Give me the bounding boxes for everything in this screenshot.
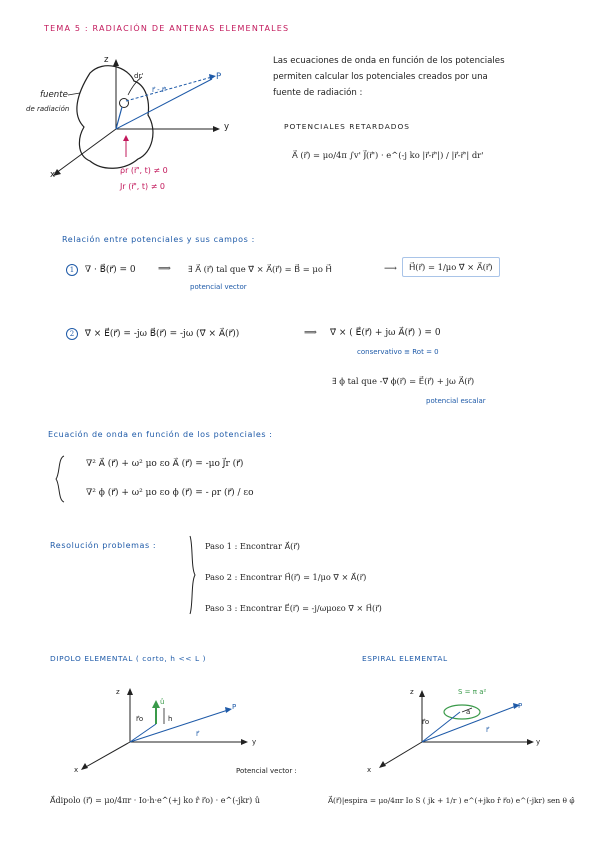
scalar-potential-eq: ∃ ϕ tal que -∇⃗ ϕ(r⃗) = E⃗(r⃗) + jω A⃗(r⃗) bbox=[332, 376, 475, 386]
intro-line-2: permiten calcular los potenciales creados por una bbox=[273, 72, 488, 82]
curl-e-eq: ∇⃗ × E⃗(r⃗) = -jω B⃗(r⃗) = -jω (∇⃗ × A⃗(r⃗)) bbox=[84, 329, 240, 339]
intro-line-1: Las ecuaciones de onda en función de los potenciales bbox=[273, 56, 505, 66]
step-2: Paso 2 : Encontrar H⃗(r⃗) = 1/μo ∇⃗ × A⃗(r⃗) bbox=[205, 572, 367, 582]
dr-label: dr' bbox=[134, 72, 144, 80]
step-3: Paso 3 : Encontrar E⃗(r⃗) = -j/ωμoεo ∇⃗ × H⃗(r⃗) bbox=[205, 603, 382, 613]
dipole-axis-x: x bbox=[74, 766, 79, 774]
retarded-heading: POTENCIALES RETARDADOS bbox=[284, 122, 410, 131]
charge-density-label: ρr (r⃗', t) ≠ 0 bbox=[120, 166, 168, 175]
point-p-label: P bbox=[216, 72, 222, 82]
h-field-boxed-eq: H⃗(r⃗) = 1/μo ∇⃗ × A⃗(r⃗) bbox=[402, 257, 500, 277]
note-vector-potential: potencial vector bbox=[190, 283, 247, 291]
spiral-axis-z: z bbox=[410, 688, 414, 696]
relation-row-1 bbox=[66, 264, 136, 276]
current-density-label: Jr (r⃗', t) ≠ 0 bbox=[120, 182, 166, 191]
relation-row-2 bbox=[66, 328, 239, 340]
relation-heading: Relación entre potenciales y sus campos : bbox=[62, 235, 255, 244]
spiral-heading: ESPIRAL ELEMENTAL bbox=[362, 654, 448, 663]
problems-brace bbox=[187, 534, 197, 616]
spiral-a-label: a bbox=[466, 708, 471, 716]
dipole-diagram bbox=[60, 680, 280, 780]
problems-heading: Resolución problemas : bbox=[50, 541, 157, 550]
dipole-equation: A⃗dipolo (r⃗) = μo/4πr · Io·h·e^(+j ko r̂ r⃗o) · e^(-jkr) û bbox=[50, 796, 260, 805]
spiral-axis-x: x bbox=[367, 766, 372, 774]
dipole-potential-label: Potencial vector : bbox=[236, 767, 297, 775]
dipole-u-label: û bbox=[160, 698, 165, 706]
spiral-ro-label: r⃗o bbox=[422, 718, 430, 726]
wave-brace bbox=[54, 454, 66, 504]
wave-eq-b: ∇² ϕ (r⃗) + ω² μo εo ϕ (r⃗) = - ρr (r⃗) / εo bbox=[86, 488, 254, 498]
dipole-point-p: P bbox=[232, 703, 237, 711]
distance-vector-label: r⃗ - r⃗' bbox=[152, 86, 167, 94]
dipole-ro-label: r⃗o bbox=[136, 715, 144, 723]
exists-a-eq: ∃ A⃗ (r⃗) tal que ∇⃗ × A⃗(r⃗) = B⃗ = μo H⃗ bbox=[188, 264, 332, 274]
note-scalar-potential: potencial escalar bbox=[426, 397, 486, 405]
dipole-axis-z: z bbox=[116, 688, 120, 696]
axis-z-label: z bbox=[104, 55, 109, 65]
page-title: TEMA 5 : RADIACIÓN DE ANTENAS ELEMENTALES bbox=[44, 24, 290, 33]
note-conservative: conservativo ≡ Rot = 0 bbox=[357, 348, 439, 356]
wave-heading: Ecuación de onda en función de los potenciales : bbox=[48, 430, 273, 439]
spiral-r-label: r⃗ bbox=[486, 726, 489, 734]
retarded-equation: A⃗ (r⃗) = μo/4π ∫v' J⃗(r⃗') · e^(-j ko |r⃗-r⃗'|) / |r⃗-r⃗'| dr' bbox=[292, 150, 484, 160]
wave-eq-a: ∇² A⃗ (r⃗) + ω² μo εo A⃗ (r⃗) = -μo J⃗r (r⃗) bbox=[86, 459, 244, 469]
spiral-equation: A⃗(r⃗)|espira = μo/4πr Io S ( jk + 1/r ) e^(+jko r̂ r⃗o) e^(-jkr) sen θ φ̂ bbox=[328, 796, 575, 805]
arrow-to-box: ⟶ bbox=[384, 264, 397, 274]
spiral-axis-y: y bbox=[536, 738, 541, 746]
dipole-h-label: h bbox=[168, 715, 173, 723]
step-number-1: 1 bbox=[66, 264, 78, 276]
source-label-2: de radiación bbox=[26, 105, 70, 113]
source-label: fuente bbox=[40, 90, 68, 100]
dipole-axis-y: y bbox=[252, 738, 257, 746]
intro-line-3: fuente de radiación : bbox=[273, 88, 363, 98]
spiral-area-label: S = π a² bbox=[458, 688, 487, 696]
dipole-heading: DIPOLO ELEMENTAL ( corto, h << L ) bbox=[50, 654, 207, 663]
dipole-r-label: r⃗ bbox=[196, 730, 199, 738]
implies-arrow-2: ⟹ bbox=[304, 328, 317, 338]
step-number-2: 2 bbox=[66, 328, 78, 340]
axis-x-label: x bbox=[50, 170, 56, 180]
spiral-point-p: P bbox=[518, 702, 523, 710]
step-1: Paso 1 : Encontrar A⃗(r⃗) bbox=[205, 541, 300, 551]
div-b-eq: ∇ · B⃗(r⃗) = 0 bbox=[84, 265, 136, 275]
axis-y-label: y bbox=[224, 122, 230, 132]
implies-arrow-1: ⟹ bbox=[158, 264, 171, 274]
curl-sum-eq: ∇⃗ × ( E⃗(r⃗) + jω A⃗(r⃗) ) = 0 bbox=[330, 328, 441, 338]
